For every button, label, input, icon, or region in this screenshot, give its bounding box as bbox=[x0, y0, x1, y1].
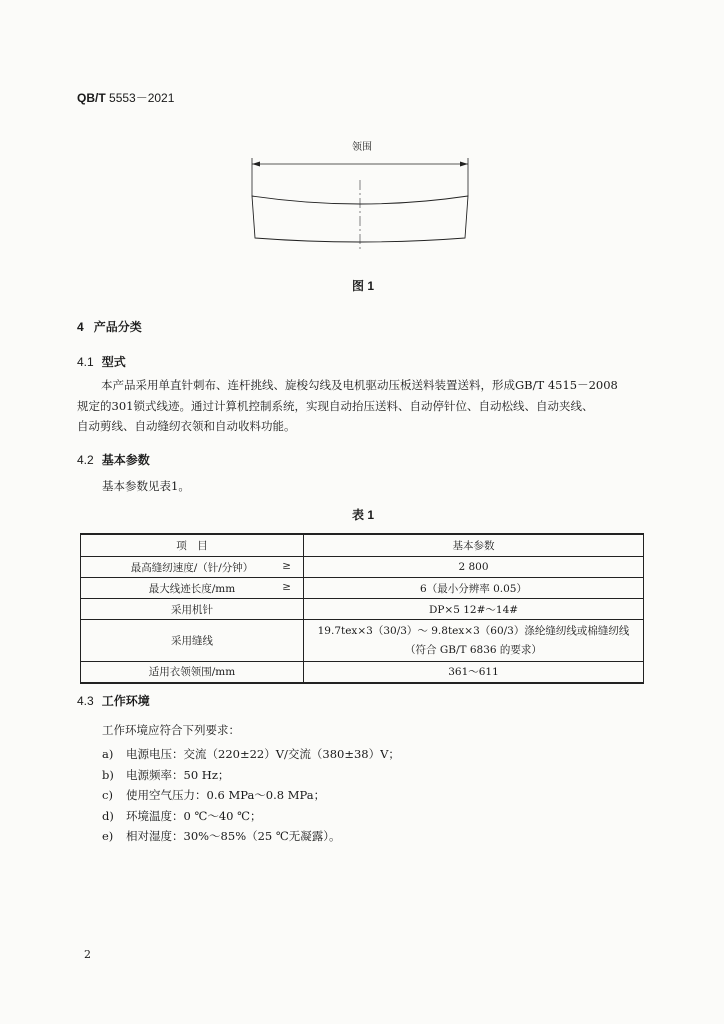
item-operator: ≥ bbox=[282, 580, 291, 593]
table-row bbox=[81, 599, 644, 620]
item-operator: ≥ bbox=[282, 559, 291, 572]
item-label: 最高缝纫速度/（针/分钟） bbox=[130, 561, 254, 574]
dimension-arrow-left bbox=[252, 162, 260, 167]
table-cell-value: 2 800 bbox=[304, 557, 644, 578]
section-4-2-heading bbox=[77, 451, 150, 468]
page-number: 2 bbox=[84, 948, 91, 961]
table-cell-value-line: （符合 GB/T 6836 的要求） bbox=[405, 643, 542, 656]
section-4-3-heading bbox=[77, 692, 150, 709]
figure-dimension-label: 领围 bbox=[352, 142, 372, 153]
list-text: 电源电压：交流（220±22）V/交流（380±38）V； bbox=[126, 747, 400, 761]
paragraph-line: 自动剪线、自动缝纫衣领和自动收料功能。 bbox=[77, 419, 296, 433]
table-row bbox=[81, 578, 644, 599]
section-4-heading bbox=[77, 318, 142, 335]
paragraph-line: 规定的301锁式线迹。通过计算机控制系统，实现自动抬压送料、自动停针位、自动松线、自动夹线、 bbox=[77, 398, 594, 413]
list-marker: e) bbox=[102, 829, 114, 843]
section-4-2-number: 4.2 bbox=[77, 453, 94, 467]
table-row bbox=[81, 557, 644, 578]
table-cell-value-line: 19.7tex×3（30/3）～ 9.8tex×3（60/3）涤纶缝纫线或棉缝纫线 bbox=[317, 624, 630, 637]
item-label: 最大线迹长度/mm bbox=[148, 582, 236, 595]
list-marker: d) bbox=[102, 808, 114, 823]
list-marker: b) bbox=[102, 767, 114, 782]
section-4-1-heading bbox=[77, 353, 126, 370]
table-cell-value: 6（最小分辨率 0.05） bbox=[304, 578, 644, 599]
section-4-title: 产品分类 bbox=[93, 320, 142, 334]
list-item bbox=[102, 765, 400, 786]
parameters-table bbox=[80, 533, 644, 684]
list-item bbox=[102, 744, 400, 765]
section-4-1-number: 4.1 bbox=[77, 355, 94, 369]
section-4-3-intro: 工作环境应符合下列要求： bbox=[102, 723, 240, 737]
list-marker: a) bbox=[102, 747, 114, 761]
table-cell-item: 适用衣领领围/mm bbox=[81, 662, 304, 683]
table-cell-item: 采用机针 bbox=[81, 599, 304, 620]
list-text: 相对湿度：30%～85%（25 ℃无凝露）。 bbox=[126, 829, 341, 843]
requirements-list bbox=[102, 744, 400, 847]
table-header-item: 项 目 bbox=[81, 534, 304, 557]
table-row bbox=[81, 662, 644, 683]
section-4-3-number: 4.3 bbox=[77, 694, 94, 708]
table-cell-item bbox=[81, 557, 304, 578]
table-row bbox=[81, 620, 644, 662]
collar-figure bbox=[240, 132, 490, 252]
table-cell-item bbox=[81, 578, 304, 599]
section-4-1-title: 型式 bbox=[101, 355, 126, 369]
list-text: 使用空气压力：0.6 MPa～0.8 MPa； bbox=[126, 788, 326, 802]
list-item bbox=[102, 806, 400, 827]
list-marker: c) bbox=[102, 788, 113, 802]
figure-caption: 图 1 bbox=[352, 279, 375, 293]
section-4-2-title: 基本参数 bbox=[101, 453, 150, 467]
section-4-1-paragraph bbox=[77, 375, 618, 437]
standard-header bbox=[77, 89, 174, 106]
list-item bbox=[102, 826, 400, 847]
list-item bbox=[102, 785, 400, 806]
section-4-number: 4 bbox=[77, 320, 84, 334]
table-cell-item: 采用缝线 bbox=[81, 620, 304, 662]
table-header-value: 基本参数 bbox=[304, 534, 644, 557]
table-cell-value: 361～611 bbox=[304, 662, 644, 683]
table-header-row bbox=[81, 534, 644, 557]
table-caption: 表 1 bbox=[352, 508, 375, 522]
dimension-arrow-right bbox=[460, 162, 468, 167]
standard-prefix: QB/T bbox=[77, 91, 106, 105]
table-cell-value: DP×5 12#～14# bbox=[304, 599, 644, 620]
table-cell-value bbox=[304, 620, 644, 662]
list-text: 电源频率：50 Hz； bbox=[126, 767, 230, 782]
section-4-3-title: 工作环境 bbox=[101, 694, 150, 708]
section-4-2-text: 基本参数见表1。 bbox=[102, 479, 190, 493]
paragraph-line: 本产品采用单直针刺布、连杆挑线、旋梭勾线及电机驱动压板送料装置送料，形成GB/T 4515－2008 bbox=[101, 378, 618, 392]
list-text: 环境温度：0 ℃～40 ℃； bbox=[126, 808, 262, 823]
standard-number: 5553－2021 bbox=[109, 91, 175, 105]
